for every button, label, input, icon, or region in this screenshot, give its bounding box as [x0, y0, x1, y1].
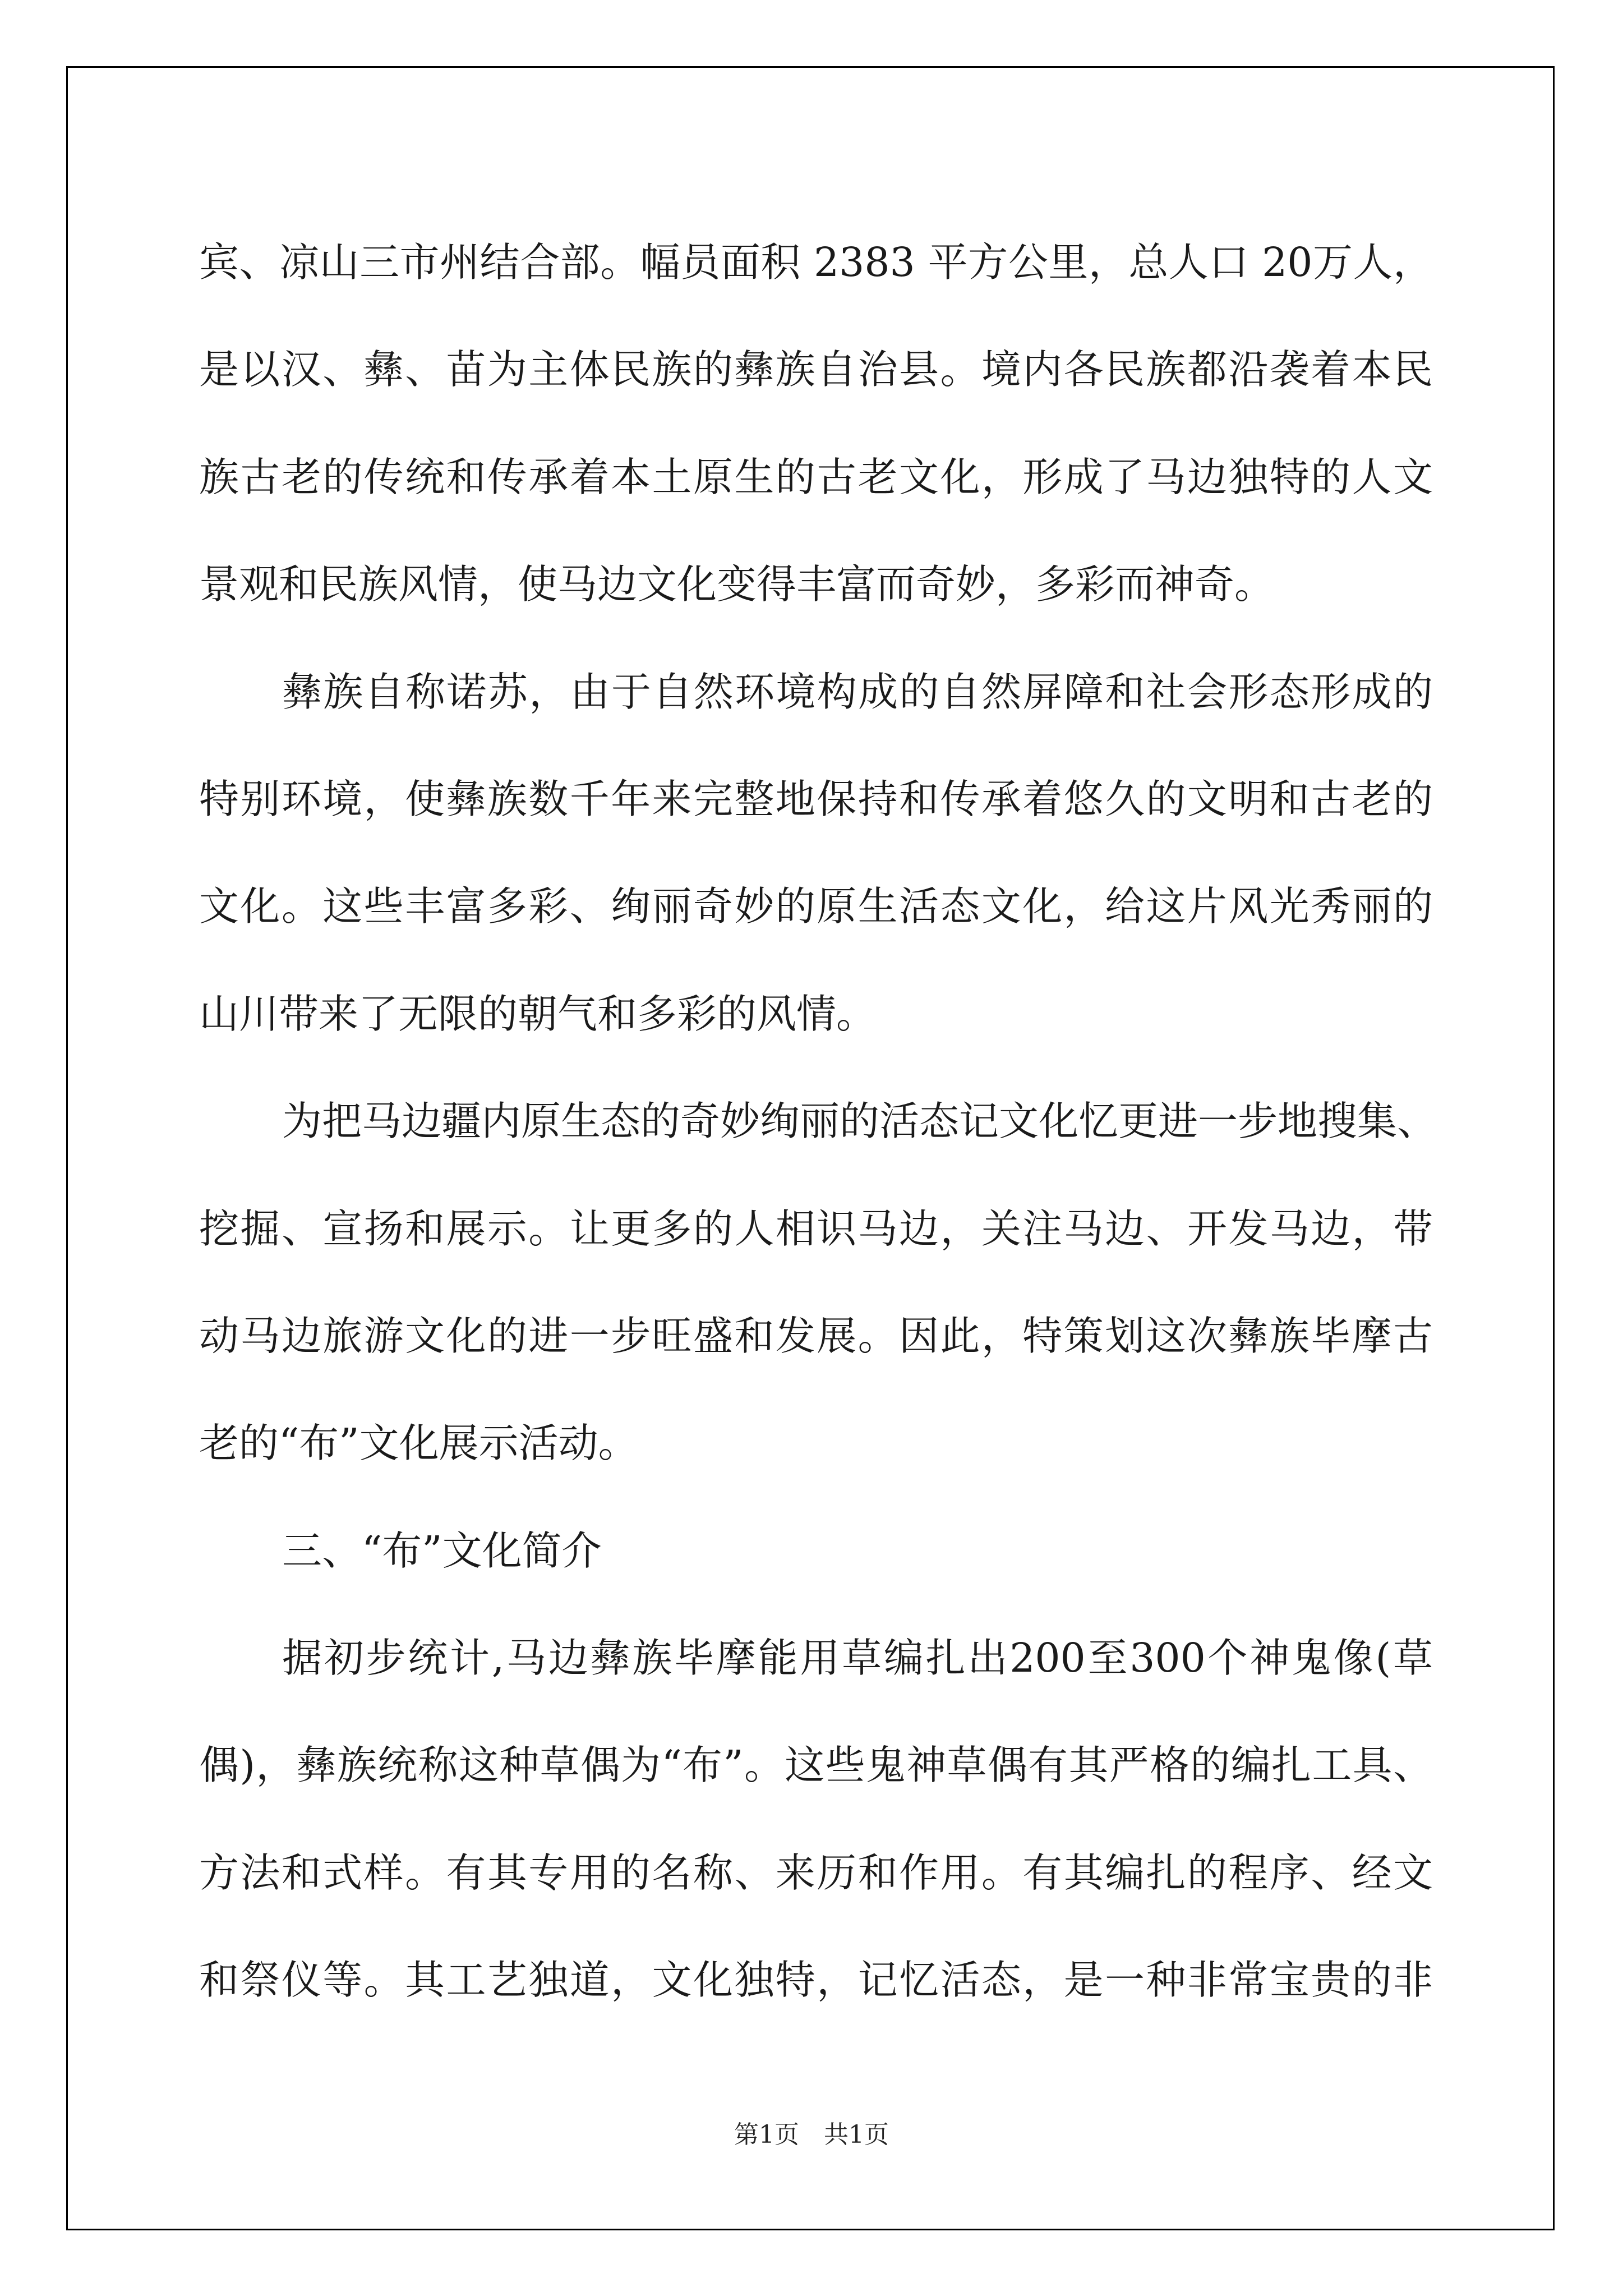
document-body [199, 209, 1437, 2034]
text-line: 景观和民族风情，使马边文化变得丰富而奇妙，多彩而神奇。 [199, 561, 1275, 608]
text-line: 族古老的传统和传承着本土原生的古老文化，形成了马边独特的人文 [199, 453, 1433, 500]
text-line: 老的“布”文化展示活动。 [199, 1420, 638, 1467]
section-heading: 三、“布”文化简介 [282, 1527, 602, 1574]
text-line: 为把马边疆内原生态的奇妙绚丽的活态记文化忆更进一步地搜集、 [282, 1098, 1437, 1145]
text-line: 是以汉、彝、苗为主体民族的彝族自治县。境内各民族都沿袭着本民 [199, 346, 1433, 393]
text-line: 彝族自称诺苏，由于自然环境构成的自然屏障和社会形态形成的 [282, 668, 1433, 715]
page-footer: 第1页 共1页 [734, 2120, 889, 2149]
text-line: 方法和式样。有其专用的名称、来历和作用。有其编扎的程序、经文 [199, 1849, 1433, 1896]
text-line: 动马边旅游文化的进一步旺盛和发展。因此，特策划这次彝族毕摩古 [199, 1312, 1433, 1359]
text-line: 和祭仪等。其工艺独道，文化独特，记忆活态，是一种非常宝贵的非 [199, 1957, 1433, 2004]
text-line: 挖掘、宣扬和展示。让更多的人相识马边，关注马边、开发马边，带 [199, 1205, 1433, 1252]
text-line: 山川带来了无限的朝气和多彩的风情。 [199, 990, 877, 1037]
text-line: 据初步统计,马边彝族毕摩能用草编扎出200至300个神鬼像(草 [282, 1635, 1433, 1682]
text-line: 偶)，彝族统称这种草偶为“布”。这些鬼神草偶有其严格的编扎工具、 [199, 1742, 1433, 1789]
text-line: 文化。这些丰富多彩、绚丽奇妙的原生活态文化，给这片风光秀丽的 [199, 883, 1433, 930]
text-line: 特别环境，使彝族数千年来完整地保持和传承着悠久的文明和古老的 [199, 775, 1433, 822]
text-line: 宾、凉山三市州结合部。幅员面积 2383 平方公里，总人口 20万人， [199, 239, 1433, 286]
